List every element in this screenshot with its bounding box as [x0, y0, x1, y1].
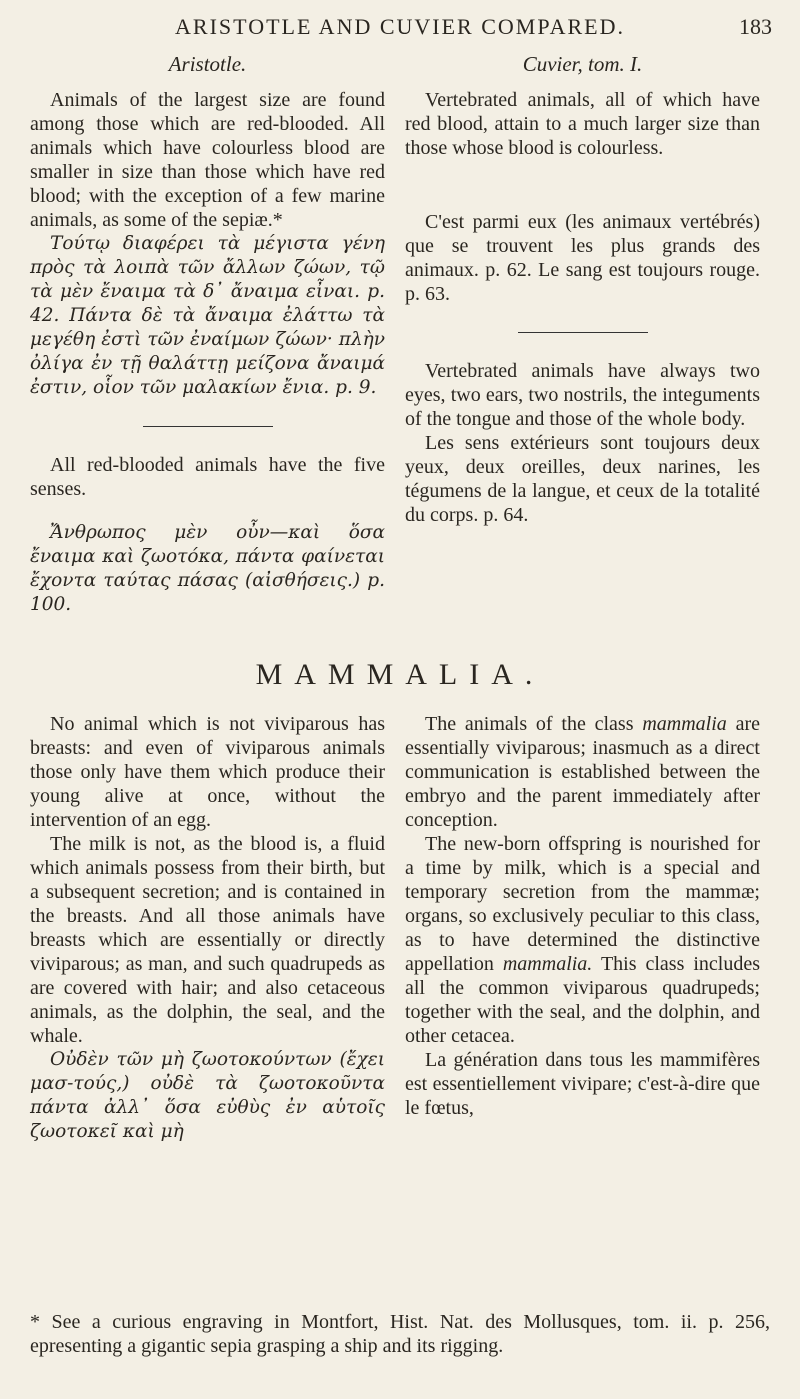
aristotle-greek-quote-mammalia: Οὐδὲν τῶν μὴ ζωοτοκούντων (ἔχει μασ-τούς,) οὐδὲ τὰ ζωοτοκοῦντα πάντα ἀλλ᾽ ὅσα εὐθὺς ἐν αὑτοῖς ζωοτοκεῖ καὶ μὴ: [30, 1049, 385, 1142]
cuvier-french-quote-senses: Les sens extérieurs sont toujours deux yeux, deux oreilles, deux narines, les tégumens de la langue, et ceux de la totalité du corps. p. 64.: [405, 432, 760, 526]
divider-rule-right: [518, 332, 648, 333]
cuvier-french-quote-size: C'est parmi eux (les animaux vertébrés) que se trouvent les plus grands des animaux. p. 62. Le sang est toujours rouge. p. 63.: [405, 211, 760, 305]
cuvier-paragraph-size: Vertebrated animals, all of which have red blood, attain to a much larger size than those whose blood is colourless.: [405, 89, 760, 159]
aristotle-paragraph-breasts: No animal which is not viviparous has breasts: and even of viviparous animals those only have them which produce their young alive at once, without the intervention of an egg.: [30, 713, 385, 831]
aristotle-paragraph-size: Animals of the largest size are found among those which are red-blooded. All animals which have colourless blood are smaller in size than those which have red blood; with the exception of a few marine animals, as some of the sepiæ.*: [30, 89, 385, 231]
cuvier-column-mammalia: [405, 712, 760, 1120]
aristotle-greek-quote-size: Τούτῳ διαφέρει τὰ μέγιστα γένη πρὸς τὰ λοιπὰ τῶν ἄλλων ζώων, τῷ τὰ μὲν ἔναιμα τὰ δ᾽ ἄναιμα εἶναι. p. 42. Πάντα δὲ τὰ ἄναιμα ἐλάττω τὰ μεγέθη ἐστὶ τῶν ἐναίμων ζώων· πλὴν ὀλίγα ἐν τῇ θαλάττῃ μείζονα ἄναιμά ἐστιν, οἷον τῶν μαλακίων ἔνια. p. 9.: [30, 233, 385, 398]
aristotle-column-mammalia: [30, 712, 385, 1144]
cuvier-heading: Cuvier, tom. I.: [522, 52, 643, 76]
cuvier-french-quote-mammalia: La génération dans tous les mammifères est essentiellement vivipare; c'est-à-dire que le fœtus,: [405, 1049, 760, 1119]
cuvier-paragraph-viviparous: The animals of the class mammalia are essentially viviparous; inasmuch as a direct communication is established between the embryo and the parent immediately after conception.: [405, 713, 760, 831]
cuvier-paragraph-senses: Vertebrated animals have always two eyes, two ears, two nostrils, the integuments of the tongue and those of the whole body.: [405, 360, 760, 430]
page-number: 183: [739, 14, 772, 39]
divider-rule-left: [143, 426, 273, 427]
running-title: ARISTOTLE AND CUVIER COMPARED.: [175, 14, 625, 39]
aristotle-greek-quote-senses: Ἄνθρωπος μὲν οὖν—καὶ ὅσα ἔναιμα καὶ ζωοτόκα, πάντα φαίνεται ἔχοντα ταύτας πάσας (αἰσθήσεις.) p. 100.: [30, 522, 385, 615]
cuvier-column-top: [405, 52, 760, 527]
aristotle-paragraph-senses: All red-blooded animals have the five senses.: [30, 454, 385, 500]
aristotle-heading: Aristotle.: [168, 52, 247, 76]
aristotle-paragraph-milk: The milk is not, as the blood is, a fluid which animals possess from their birth, but a subsequent secretion; and is contained in the breasts. And all those animals have breasts which are essentially or directly viviparous; as man, and such quadrupeds as are covered with hair; and also cetaceous animals, as the dolphin, the seal, and the whale.: [30, 833, 385, 1047]
running-head: [0, 10, 800, 46]
term-mammalia: mammalia: [642, 713, 727, 735]
cuvier-paragraph-milk: The new-born offspring is nourished for a time by milk, which is a special and temporary secretion from the mammæ; organs, so exclusively peculiar to this class, as to have determined the distinctive appellation mammalia. This class includes all the common viviparous quadrupeds; together with the seal, and the dolphin, and other cetacea.: [405, 833, 760, 1047]
section-title: MAMMALIA.: [255, 658, 545, 691]
footnote: * See a curious engraving in Montfort, Hist. Nat. des Mollusques, tom. ii. p. 256, epresenting a gigantic sepia grasping a ship and its rigging.: [30, 1311, 770, 1357]
aristotle-column-top: [30, 52, 385, 617]
term-mammalia-appellation: mammalia.: [502, 953, 593, 975]
